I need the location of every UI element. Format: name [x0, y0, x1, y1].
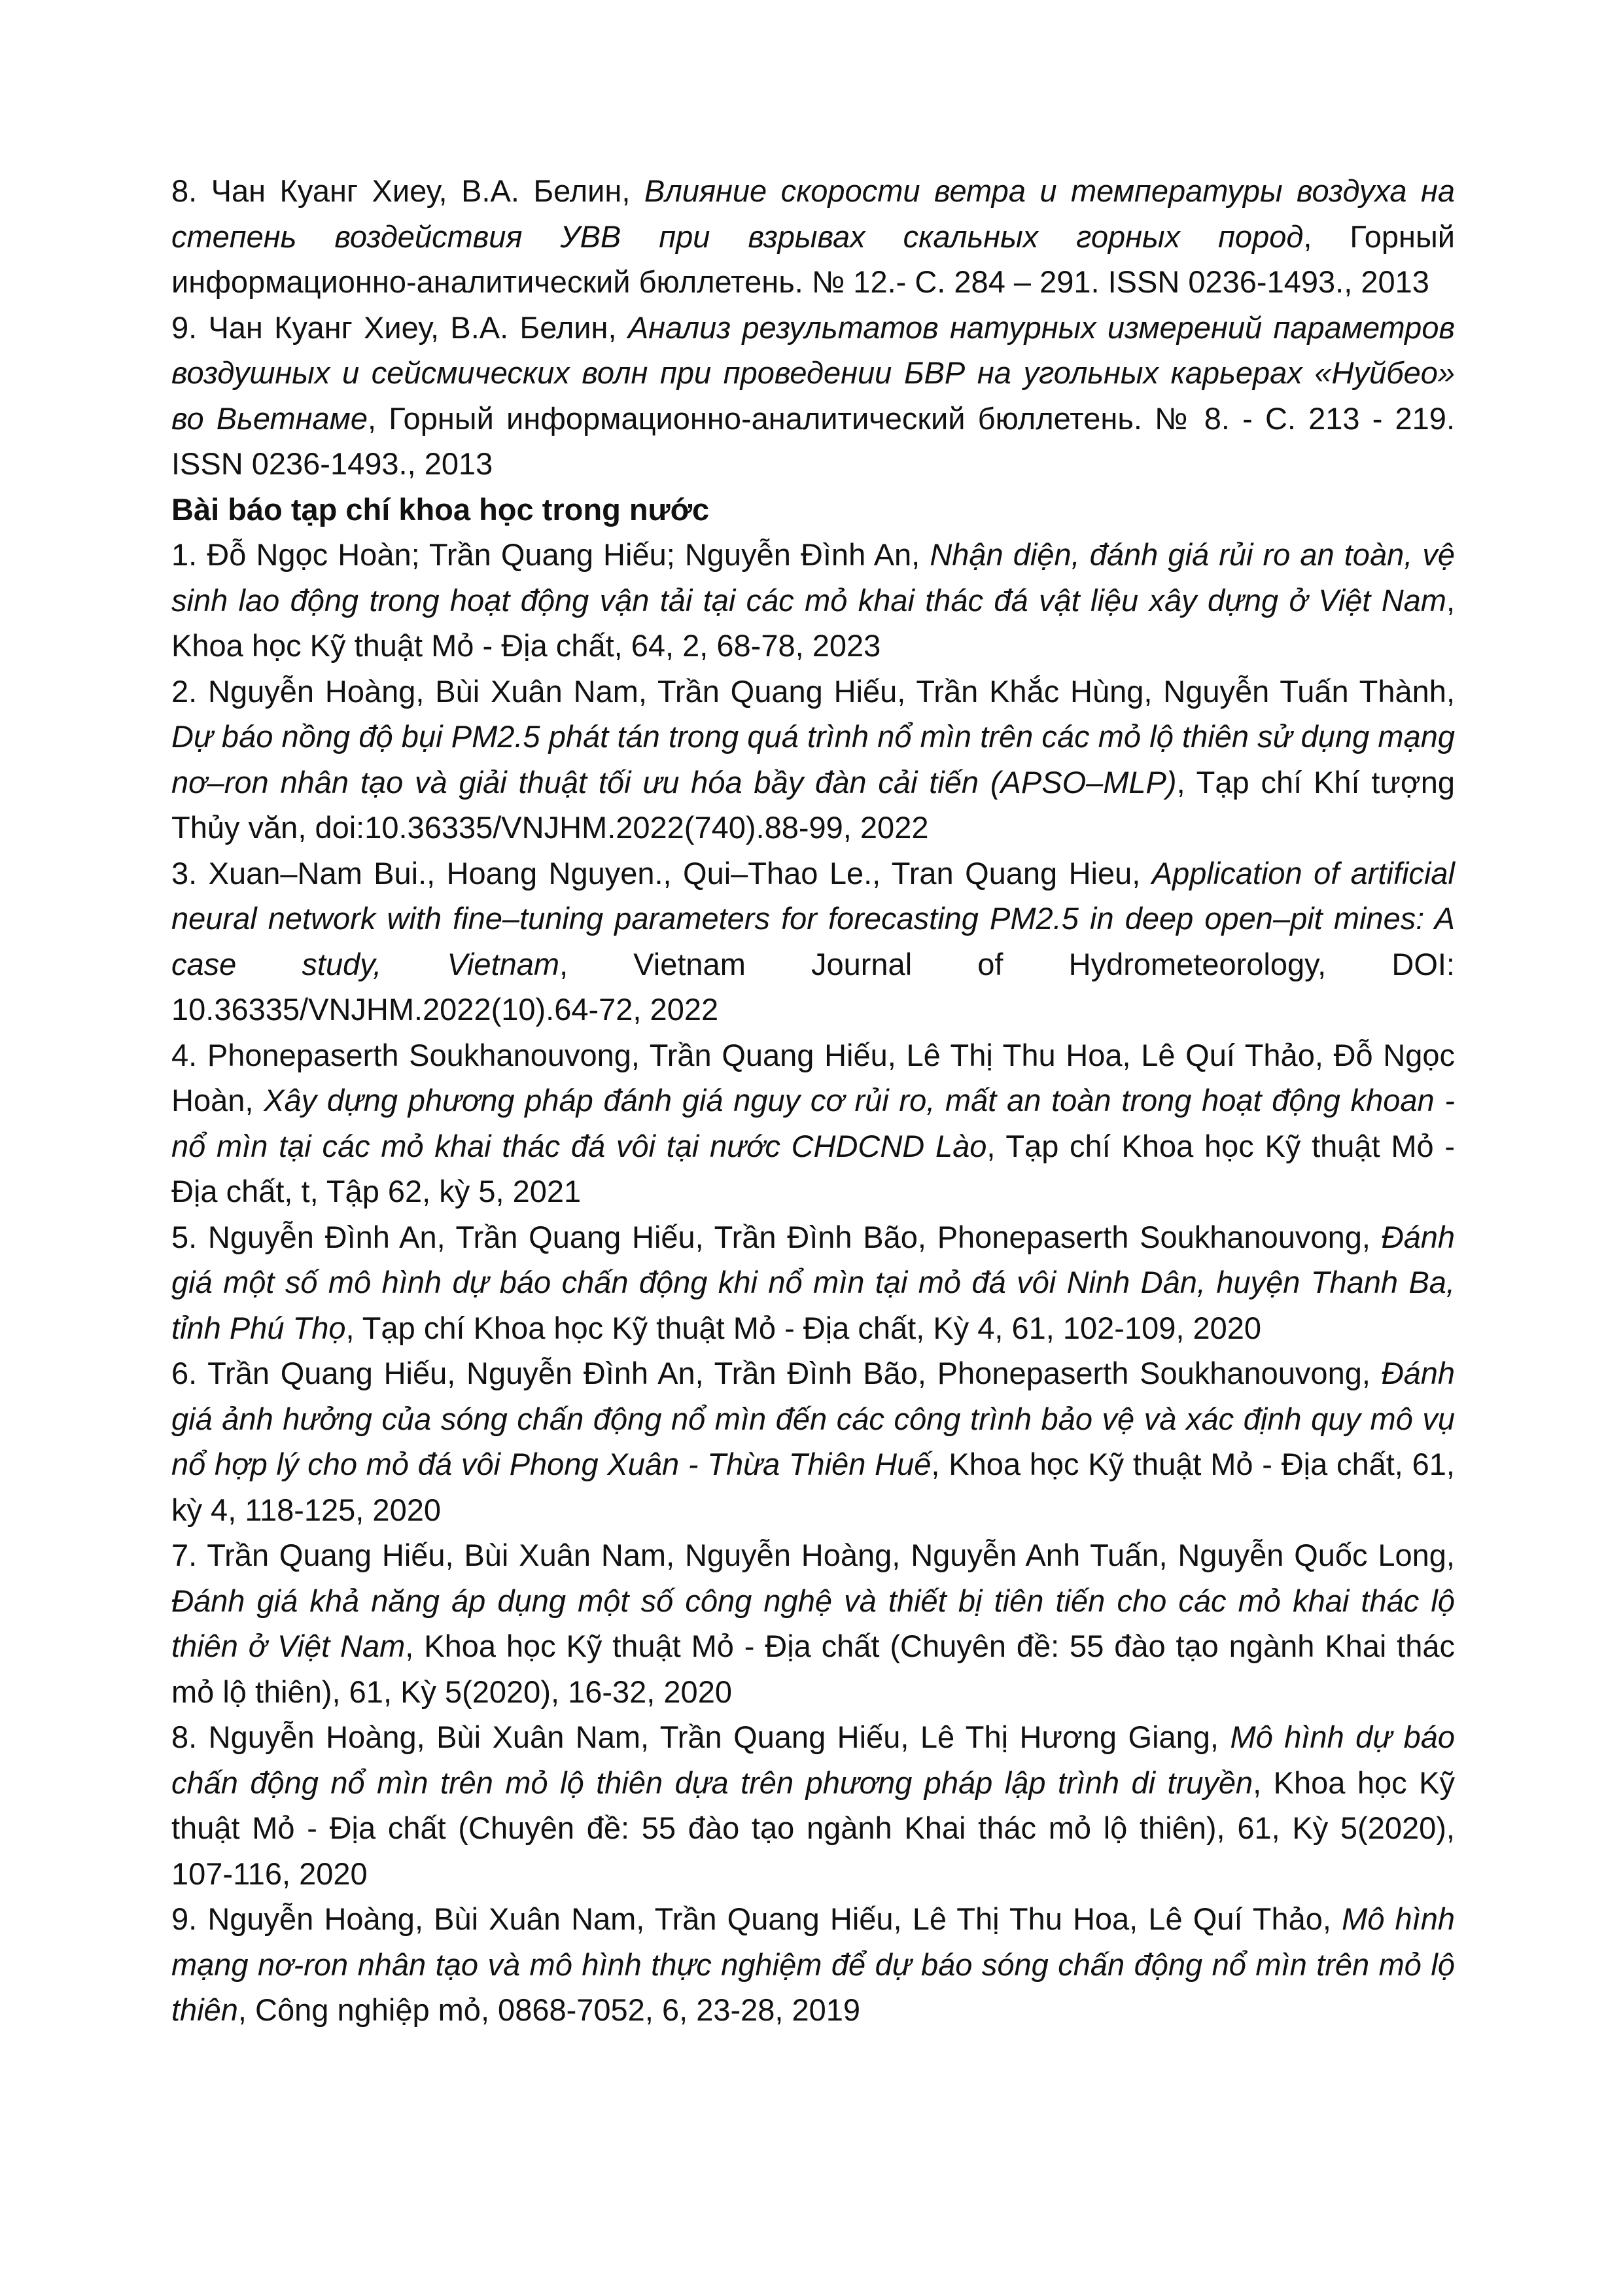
section-heading: Bài báo tạp chí khoa học trong nước: [171, 491, 710, 527]
reference-authors: 3. Xuan–Nam Bui., Hoang Nguyen., Qui–Thao Le., Tran Quang Hieu,: [171, 855, 1152, 891]
document-page: [171, 168, 1455, 2033]
reference-authors: 8. Чан Куанг Хиеу, В.А. Белин,: [171, 173, 644, 208]
reference-authors: 2. Nguyễn Hoàng, Bùi Xuân Nam, Trần Quang Hiếu, Trần Khắc Hùng, Nguyễn Tuấn Thành,: [171, 673, 1455, 709]
reference-source: , Khoa học Kỹ thuật Mỏ - Địa chất, 64, 2, 68-78, 2023: [171, 582, 1455, 663]
reference-entry: [171, 1714, 1455, 1896]
reference-title: Xây dựng phương pháp đánh giá nguy cơ rủi ro, mất an toàn trong hoạt động khoan - nổ mìn tại các mỏ khai thác đá vôi tại nước CHDCND Lào: [171, 1083, 1455, 1163]
reference-entry: [171, 669, 1455, 851]
reference-authors: 6. Trần Quang Hiếu, Nguyễn Đình An, Trần Đình Bão, Phonepaserth Soukhanouvong,: [171, 1356, 1382, 1390]
reference-authors: 9. Чан Куанг Хиеу, В.А. Белин,: [171, 309, 628, 345]
reference-entry: [171, 1214, 1455, 1351]
reference-title: Влияние скорости ветра и температуры воздуха на степень воздействия УВВ при взрывах скальных горных пород: [171, 173, 1455, 254]
reference-authors: 8. Nguyễn Hoàng, Bùi Xuân Nam, Trần Quang Hiếu, Lê Thị Hương Giang,: [171, 1720, 1230, 1754]
reference-entry: [171, 168, 1455, 305]
reference-source: , Khoa học Kỹ thuật Mỏ - Địa chất (Chuyên đề: 55 đào tạo ngành Khai thác mỏ lộ thiên), 61, Kỳ 5(2020), 16-32, 2020: [171, 1629, 1456, 1709]
reference-source: , Khoa học Kỹ thuật Mỏ - Địa chất (Chuyên đề: 55 đào tạo ngành Khai thác mỏ lộ thiên), 61, Kỳ 5(2020), 107-116, 2020: [171, 1765, 1455, 1891]
reference-authors: 5. Nguyễn Đình An, Trần Quang Hiếu, Trần Đình Bão, Phonepaserth Soukhanouvong,: [171, 1219, 1382, 1254]
reference-entry: [171, 1896, 1455, 2033]
reference-title: Đánh giá khả năng áp dụng một số công nghệ và thiết bị tiên tiến cho các mỏ khai thác lộ thiên ở Việt Nam: [171, 1583, 1455, 1663]
reference-source: , Горный информационно-аналитический бюллетень. № 12.- С. 284 – 291. ISSN 0236-1493., 2013: [171, 219, 1455, 299]
reference-entry: [171, 532, 1455, 669]
reference-source: , Công nghiệp mỏ, 0868-7052, 6, 23-28, 2019: [237, 1992, 861, 2027]
reference-authors: 1. Đỗ Ngọc Hoàn; Trần Quang Hiếu; Nguyễn Đình An,: [171, 537, 930, 572]
reference-source: , Горный информационно-аналитический бюллетень. № 8. - С. 213 - 219. ISSN 0236-1493., 2013: [171, 400, 1456, 481]
reference-title: Mô hình mạng nơ-ron nhân tạo và mô hình thực nghiệm để dự báo sóng chấn động nổ mìn trên mỏ lộ thiên: [171, 1901, 1455, 2027]
reference-authors: 7. Trần Quang Hiếu, Bùi Xuân Nam, Nguyễn Hoàng, Nguyễn Anh Tuấn, Nguyễn Quốc Long,: [171, 1538, 1455, 1572]
reference-entry: [171, 1351, 1455, 1532]
reference-entry: [171, 851, 1455, 1033]
reference-title: Dự báo nồng độ bụi PM2.5 phát tán trong quá trình nổ mìn trên các mỏ lộ thiên sử dụng mạng nơ–ron nhân tạo và giải thuật tối ưu hóa bầy đàn cải tiến (APSO–MLP): [171, 719, 1455, 800]
reference-authors: 4. Phonepaserth Soukhanouvong, Trần Quang Hiếu, Lê Thị Thu Hoa, Lê Quí Thảo, Đỗ Ngọc Hoàn,: [171, 1037, 1455, 1118]
reference-title: Mô hình dự báo chấn động nổ mìn trên mỏ lộ thiên dựa trên phương pháp lập trình di truyền: [171, 1720, 1455, 1800]
reference-entry: [171, 1033, 1455, 1214]
reference-entry: [171, 1532, 1455, 1714]
reference-title: Анализ результатов натурных измерений параметров воздушных и сейсмических волн при проведении БВР на угольных карьерах «Нуйбео» во Вьетнаме: [171, 309, 1455, 436]
reference-source: , Khoa học Kỹ thuật Mỏ - Địa chất, 61, kỳ 4, 118-125, 2020: [171, 1447, 1455, 1527]
reference-source: , Tạp chí Khoa học Kỹ thuật Mỏ - Địa chất, t, Tập 62, kỳ 5, 2021: [171, 1128, 1455, 1209]
reference-source: , Vietnam Journal of Hydrometeorology, DOI: 10.36335/VNJHM.2022(10).64-72, 2022: [171, 946, 1455, 1027]
reference-source: , Tạp chí Khoa học Kỹ thuật Mỏ - Địa chất, Kỳ 4, 61, 102-109, 2020: [345, 1310, 1262, 1345]
reference-title: Nhận diện, đánh giá rủi ro an toàn, vệ sinh lao động trong hoạt động vận tải tại các mỏ khai thác đá vật liệu xây dựng ở Việt Nam: [171, 537, 1455, 618]
reference-source: , Tạp chí Khí tượng Thủy văn, doi:10.36335/VNJHM.2022(740).88-99, 2022: [171, 764, 1456, 845]
reference-title: Đánh giá một số mô hình dự báo chấn động khi nổ mìn tại mỏ đá vôi Ninh Dân, huyện Thanh Ba, tỉnh Phú Thọ: [171, 1219, 1455, 1345]
reference-title: Application of artificial neural network with fine–tuning parameters for forecasting PM2.5 in deep open–pit mines: A case study, Vietnam: [171, 855, 1455, 981]
reference-entry: [171, 305, 1455, 487]
reference-authors: 9. Nguyễn Hoàng, Bùi Xuân Nam, Trần Quang Hiếu, Lê Thị Thu Hoa, Lê Quí Thảo,: [171, 1901, 1342, 1936]
reference-title: Đánh giá ảnh hưởng của sóng chấn động nổ mìn đến các công trình bảo vệ và xác định quy mô vụ nổ hợp lý cho mỏ đá vôi Phong Xuân - Thừa Thiên Huế: [171, 1356, 1455, 1481]
